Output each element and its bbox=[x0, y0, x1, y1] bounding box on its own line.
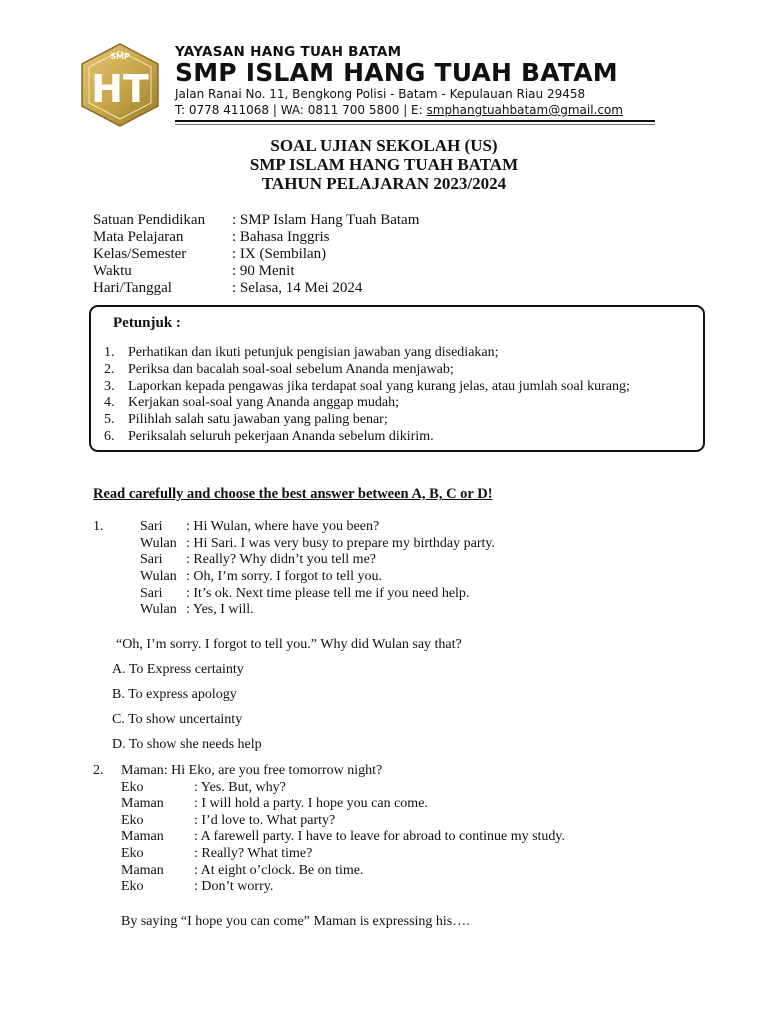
school-name: SMP ISLAM HANG TUAH BATAM bbox=[175, 58, 618, 87]
instruction-number: 4. bbox=[104, 395, 115, 410]
info-value: : 90 Menit bbox=[232, 263, 295, 279]
letterhead-rule bbox=[175, 120, 655, 122]
info-label: Hari/Tanggal bbox=[93, 280, 172, 296]
instruction-item bbox=[104, 362, 454, 378]
answer-option-a[interactable]: A. To Express certainty bbox=[112, 662, 244, 677]
dialogue-speaker: Wulan bbox=[140, 569, 177, 584]
dialogue-line: : At eight o’clock. Be on time. bbox=[194, 863, 364, 878]
dialogue-speaker: Wulan bbox=[140, 536, 177, 551]
instruction-item bbox=[104, 412, 388, 428]
dialogue-line: : A farewell party. I have to leave for abroad to continue my study. bbox=[194, 829, 566, 844]
section-heading: Read carefully and choose the best answer between A, B, C or D! bbox=[93, 486, 493, 502]
dialogue-line: : Really? Why didn’t you tell me? bbox=[186, 552, 376, 567]
info-value: : IX (Sembilan) bbox=[232, 246, 327, 262]
instruction-item bbox=[104, 395, 399, 411]
question-number: 2. bbox=[93, 763, 104, 778]
school-contact bbox=[175, 103, 623, 117]
logo-monogram: HT bbox=[91, 67, 149, 111]
dialogue-line: Maman: Hi Eko, are you free tomorrow night? bbox=[121, 763, 383, 778]
dialogue-speaker: Wulan bbox=[140, 602, 177, 617]
instruction-text: Laporkan kepada pengawas jika terdapat soal yang kurang jelas, atau jumlah soal kurang; bbox=[128, 379, 630, 394]
dialogue-line: : Hi Wulan, where have you been? bbox=[186, 519, 380, 534]
dialogue-line: : It’s ok. Next time please tell me if you need help. bbox=[186, 586, 470, 601]
dialogue-speaker: Eko bbox=[121, 879, 144, 894]
answer-option-b[interactable]: B. To express apology bbox=[112, 687, 237, 702]
info-value: : SMP Islam Hang Tuah Batam bbox=[232, 212, 420, 228]
instruction-text: Periksalah seluruh pekerjaan Ananda sebelum dikirim. bbox=[128, 429, 434, 444]
exam-school: SMP ISLAM HANG TUAH BATAM bbox=[249, 155, 519, 174]
dialogue-speaker: Sari bbox=[140, 552, 163, 567]
info-label: Waktu bbox=[93, 263, 132, 279]
instructions-title: Petunjuk : bbox=[113, 315, 181, 331]
instruction-number: 3. bbox=[104, 379, 115, 394]
question-prompt: By saying “I hope you can come” Maman is expressing his…. bbox=[121, 914, 470, 929]
instruction-number: 1. bbox=[104, 345, 115, 360]
answer-option-d[interactable]: D. To show she needs help bbox=[112, 737, 262, 752]
dialogue-line: : Don’t worry. bbox=[194, 879, 274, 894]
dialogue-speaker: Maman bbox=[121, 829, 164, 844]
exam-year: TAHUN PELAJARAN 2023/2024 bbox=[261, 174, 507, 193]
dialogue-speaker: Eko bbox=[121, 846, 144, 861]
dialogue-speaker: Eko bbox=[121, 813, 144, 828]
dialogue-line: : Oh, I’m sorry. I forgot to tell you. bbox=[186, 569, 382, 584]
dialogue-line: : Really? What time? bbox=[194, 846, 313, 861]
dialogue-speaker: Eko bbox=[121, 780, 144, 795]
logo-badge-text: SMP bbox=[110, 52, 130, 61]
question-prompt: “Oh, I’m sorry. I forgot to tell you.” Why did Wulan say that? bbox=[116, 637, 462, 652]
school-address: Jalan Ranai No. 11, Bengkong Polisi - Batam - Kepulauan Riau 29458 bbox=[175, 87, 586, 101]
instruction-text: Periksa dan bacalah soal-soal sebelum Ananda menjawab; bbox=[128, 362, 454, 377]
instruction-number: 6. bbox=[104, 429, 115, 444]
info-label: Mata Pelajaran bbox=[93, 229, 184, 245]
dialogue-line: : I’d love to. What party? bbox=[194, 813, 336, 828]
exam-title: SOAL UJIAN SEKOLAH (US) bbox=[270, 136, 498, 155]
dialogue-speaker: Maman bbox=[121, 863, 164, 878]
instruction-text: Perhatikan dan ikuti petunjuk pengisian jawaban yang disediakan; bbox=[128, 345, 499, 360]
instruction-text: Kerjakan soal-soal yang Ananda anggap mudah; bbox=[128, 395, 399, 410]
instruction-text: Pilihlah salah satu jawaban yang paling benar; bbox=[128, 412, 388, 427]
instruction-item bbox=[104, 379, 630, 395]
foundation-name: YAYASAN HANG TUAH BATAM bbox=[175, 44, 402, 60]
info-label: Kelas/Semester bbox=[93, 246, 187, 262]
dialogue-speaker: Sari bbox=[140, 519, 163, 534]
contact-email-link[interactable]: smphangtuahbatam@gmail.com bbox=[426, 103, 623, 117]
instruction-item bbox=[104, 345, 499, 361]
instruction-number: 2. bbox=[104, 362, 115, 377]
dialogue-line: : Yes. But, why? bbox=[194, 780, 286, 795]
letterhead-rule-thin bbox=[175, 124, 655, 125]
answer-option-c[interactable]: C. To show uncertainty bbox=[112, 712, 243, 727]
dialogue-speaker: Sari bbox=[140, 586, 163, 601]
info-label: Satuan Pendidikan bbox=[93, 212, 206, 228]
dialogue-line: : Hi Sari. I was very busy to prepare my birthday party. bbox=[186, 536, 495, 551]
info-value: : Selasa, 14 Mei 2024 bbox=[232, 280, 363, 296]
dialogue-speaker: Maman bbox=[121, 796, 164, 811]
school-logo bbox=[78, 42, 162, 128]
contact-phone: T: 0778 411068 | WA: 0811 700 5800 | E: bbox=[175, 103, 427, 117]
dialogue-line: : Yes, I will. bbox=[186, 602, 254, 617]
instruction-number: 5. bbox=[104, 412, 115, 427]
info-value: : Bahasa Inggris bbox=[232, 229, 330, 245]
instruction-item bbox=[104, 429, 434, 445]
question-number: 1. bbox=[93, 519, 104, 534]
dialogue-line: : I will hold a party. I hope you can come. bbox=[194, 796, 428, 811]
